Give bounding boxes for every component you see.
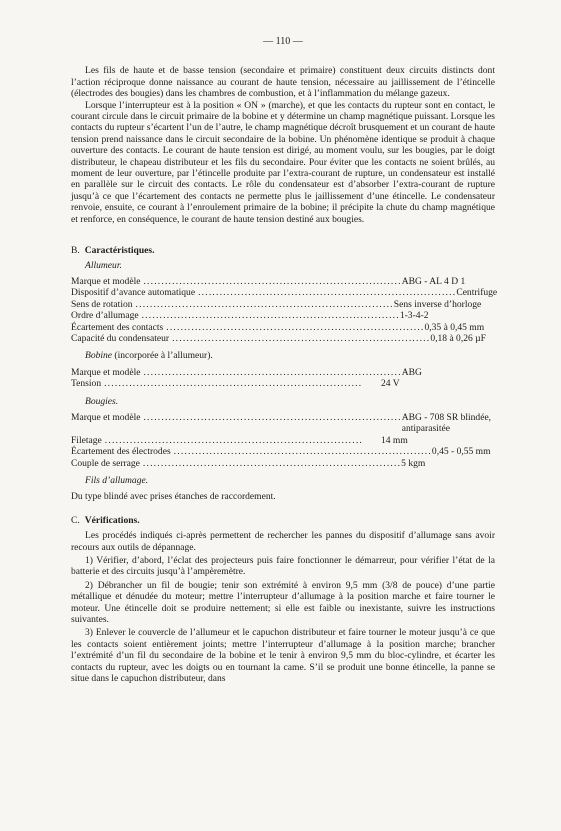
bobine-heading-title: Bobine	[85, 350, 113, 362]
spec-value: Sens inverse d’horloge	[393, 298, 482, 310]
document-page	[71, 36, 498, 685]
spec-row: Marque et modèle ........................................................................ ABG	[71, 367, 495, 378]
spec-value: Centrifuge	[456, 287, 498, 299]
bobine-heading-note: (incorporée à l’allumeur).	[112, 350, 213, 362]
spec-row: Écartement des contacts ........................................................................ 0,35 à 0,45 mm	[71, 322, 495, 333]
allumeur-spec-table	[71, 275, 498, 344]
bobine-spec-table	[71, 367, 495, 390]
spec-row: Couple de serrage ........................................................................ 5 kgm	[71, 458, 495, 469]
spec-value: 5 kgm	[401, 457, 426, 469]
section-c-title: Vérifications.	[84, 514, 140, 526]
spec-label: Filetage	[71, 434, 102, 446]
spec-label: Marque et modèle	[71, 275, 141, 287]
spec-row: Marque et modèle ........................................................................ ABG - AL 4 D 1	[71, 276, 495, 287]
spec-row: Capacité du condensateur ........................................................................ 0,18 à 0,26 µF	[71, 333, 495, 344]
spec-label: Marque et modèle	[71, 411, 141, 423]
spec-label: Tension	[71, 378, 102, 390]
section-c-heading	[71, 515, 495, 526]
spec-row: Ordre d’allumage ........................................................................ 1-3-4-2	[71, 310, 495, 321]
spec-row: Dispositif d’avance automatique ........................................................................ Centrifuge	[71, 287, 498, 299]
spec-value: 0,35 à 0,45 mm	[424, 321, 485, 333]
section-b-heading	[71, 245, 495, 256]
section-b-number: B.	[71, 245, 80, 257]
spec-value: 0,18 à 0,26 µF	[430, 332, 486, 344]
spec-row: Écartement des électrodes ........................................................................ 0,45 - 0,55 mm	[71, 446, 495, 457]
intro-paragraph-1: Les fils de haute et de basse tension (secondaire et primaire) constituent deux circuits distincts dont l’action réciproque donne naissance au courant de haute tension, nécessaire au jaillissement de l’étincelle (électrodes des bougies) dans les chambres de combustion, et à l’inflammation du mélange gazeux.	[71, 65, 495, 100]
section-c-paragraph-1: Les procédés indiqués ci-après permettent de rechercher les pannes du dispositif d’allumage sans avoir recours aux outils de dépannage.	[71, 530, 495, 553]
spec-row: Tension ........................................................................ 24 V	[71, 378, 495, 389]
spec-label: Ordre d’allumage	[71, 310, 139, 322]
spec-value: 1-3-4-2	[399, 310, 429, 322]
spec-row: Marque et modèle ........................................................................ ABG - 708 SR blindée, antiparasitée	[71, 412, 495, 435]
spec-value: 14 mm	[381, 434, 408, 446]
spec-label: Marque et modèle	[71, 366, 141, 378]
bobine-heading	[85, 350, 495, 361]
spec-label: Écartement des contacts	[71, 321, 164, 333]
intro-paragraph-2: Lorsque l’interrupteur est à la position « ON » (marche), et que les contacts du rupteur sont en contact, le courant circule dans le circuit primaire de la bobine et y détermine un champ magnétique puissant. Lorsque les contacts du rupteur s’écartent l’un de l’autre, le champ magnétique décroît brusquement et un courant de haute tension prend naissance dans le circuit secondaire de la bobine. Un phénomène identique se produit à chaque ouverture des contacts. Le courant de haute tension est dirigé, au moment voulu, sur les bougies, par le doigt distributeur, le chapeau distributeur et les fils du secondaire. Pour éviter que les contacts ne soient brûlés, au moment de leur ouverture, par l’étincelle produite par l’extra-courant de rupture, un condensateur est installé en parallèle sur le circuit des contacts. Le rôle du condensateur est d’absorber l’extra-courant de rupture jusqu’à ce que l’écartement des contacts ne permette plus le jaillissement d’une étincelle. Le condensateur renvoie, ensuite, ce courant à l’enroulement primaire de la bobine; il précipite la chute du champ magnétique et renforce, en conséquence, le courant de haute tension destiné aux bougies.	[71, 99, 495, 225]
spec-value: 24 V	[381, 378, 400, 390]
bougies-spec-table	[71, 412, 495, 469]
fils-text: Du type blindé avec prises étanches de raccordement.	[71, 491, 276, 503]
spec-label: Capacité du condensateur	[71, 332, 170, 344]
section-c-number: C.	[71, 514, 80, 526]
spec-value: 0,45 - 0,55 mm	[431, 446, 491, 458]
spec-label: Sens de rotation	[71, 298, 133, 310]
spec-row: Filetage ........................................................................ 14 mm	[71, 435, 495, 446]
allumeur-heading: Allumeur.	[85, 259, 122, 271]
section-c-paragraph-4: 3) Enlever le couvercle de l’allumeur et le capuchon distributeur et faire tourner le moteur jusqu’à ce que les contacts soient entièrement joints; mettre l’interrupteur d’allumage à la position marche; brancher l’extrémité d’un fil du secondaire de la bobine et le tenir à environ 9,5 mm du bloc-cylindre, et écarter les contacts du rupteur, avec les doigts ou en tournant la came. S’il se produit une bonne étincelle, la panne se situe dans le capuchon distributeur, dans	[71, 627, 495, 685]
spec-label: Couple de serrage	[71, 457, 140, 469]
spec-label: Dispositif d’avance automatique	[71, 287, 196, 299]
page-number: — 110 —	[263, 36, 303, 47]
section-b-title: Caractéristiques.	[84, 245, 155, 257]
spec-value: ABG - AL 4 D 1	[401, 275, 466, 287]
fils-heading: Fils d’allumage.	[85, 475, 149, 486]
spec-row: Sens de rotation ........................................................................ Sens inverse d’horloge	[71, 299, 495, 310]
spec-value: ABG	[401, 366, 422, 378]
section-c-paragraph-3: 2) Débrancher un fil de bougie; tenir son extrémité à environ 9,5 mm (3/8 de pouce) d’une partie métallique et dénudée du moteur; mettre l’interrupteur d’allumage à la position marche et faire tourner le moteur. Une étincelle doit se produire nettement; si elle est faible ou inexistante, suivre les instructions suivantes.	[71, 579, 495, 626]
section-c-paragraph-2: 1) Vérifier, d’abord, l’éclat des projecteurs puis faire fonctionner le démarreur, pour vérifier l’état de la batterie et des circuits jusqu’à l’ampèremètre.	[71, 555, 495, 578]
bougies-heading: Bougies.	[85, 395, 119, 407]
spec-value: ABG - 708 SR blindée, antiparasitée	[401, 411, 492, 435]
spec-label: Écartement des électrodes	[71, 446, 171, 458]
